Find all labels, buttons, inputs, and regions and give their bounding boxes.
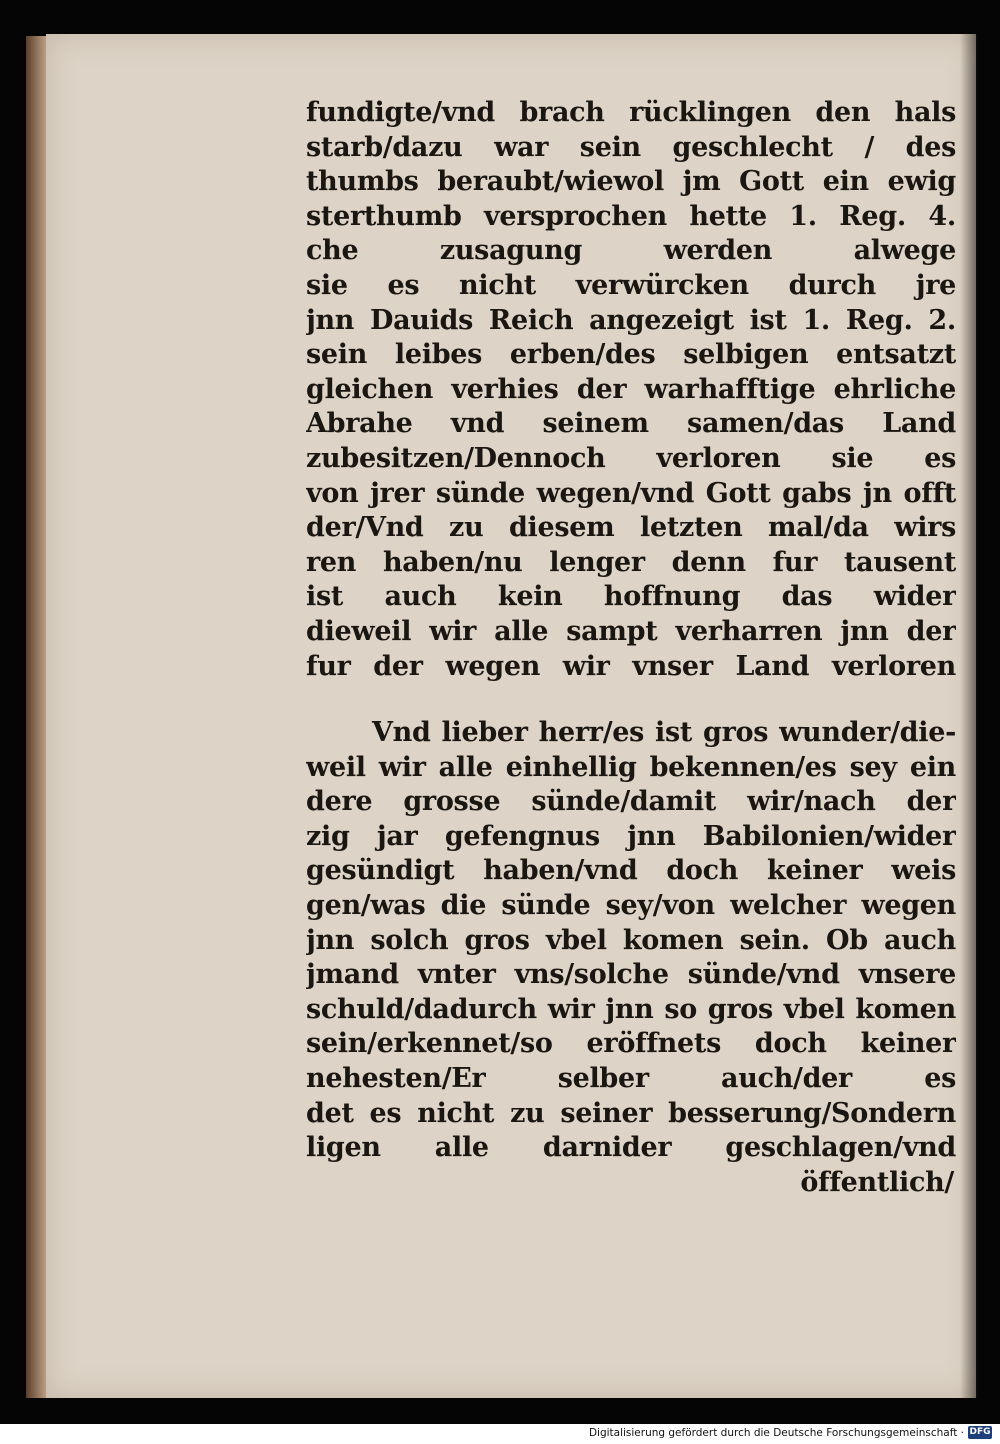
- text-line: ist auch kein hoffnung das wider: [306, 581, 956, 613]
- text-line: Abrahe vnd seinem samen/das Land: [306, 408, 956, 440]
- text-line: jnn solch gros vbel komen sein. Ob auch: [306, 924, 956, 956]
- text-line: fur der wegen wir vnser Land verloren: [306, 650, 956, 682]
- text-line: dere grosse sünde/damit wir/nach der: [306, 786, 956, 818]
- paragraph-gap: [306, 684, 956, 716]
- text-line: Vnd lieber herr/es ist gros wunder/die-: [372, 717, 956, 749]
- paragraph: [306, 96, 956, 684]
- text-line: sie es nicht verwürcken durch jre: [306, 269, 956, 301]
- text-line: thumbs beraubt/wiewol jm Gott ein ewig: [306, 166, 956, 198]
- text-line: zig jar gefengnus jnn Babilonien/wider: [306, 820, 956, 852]
- text-line: sein leibes erben/des selbigen entsatzt: [306, 339, 956, 371]
- text-line: ligen alle darnider geschlagen/vnd: [306, 1132, 956, 1164]
- text-line: det es nicht zu seiner besserung/Sondern: [306, 1097, 956, 1129]
- text-line: che zusagung werden alwege: [306, 235, 956, 267]
- text-line: gleichen verhies der warhafftige ehrliche: [306, 373, 956, 405]
- text-line: jmand vnter vns/solche sünde/vnd vnsere: [306, 959, 956, 991]
- text-line: von jrer sünde wegen/vnd Gott gabs jn offt: [306, 477, 956, 509]
- text-line: nehesten/Er selber auch/der es: [306, 1063, 956, 1095]
- text-line: fundigte/vnd brach rücklingen den hals: [306, 97, 956, 128]
- dfg-logo: DFG: [969, 1427, 991, 1437]
- text-line: zubesitzen/Dennoch verloren sie es: [306, 442, 956, 474]
- text-line: schuld/dadurch wir jnn so gros vbel komen: [306, 993, 956, 1025]
- text-line: dieweil wir alle sampt verharren jnn der: [306, 615, 956, 647]
- page-text: [306, 96, 956, 1200]
- footer-credit: Digitalisierung gefördert durch die Deutsche Forschungsgemeinschaft ·: [588, 1427, 964, 1439]
- paragraph: [306, 716, 956, 1166]
- text-line: gesündigt haben/vnd doch keiner weis: [306, 855, 956, 887]
- text-line: jnn Dauids Reich angezeigt ist 1. Reg. 2.: [306, 304, 956, 336]
- text-line: sterthumb versprochen hette 1. Reg. 4.: [306, 200, 956, 232]
- page-gutter-shadow: [960, 34, 978, 1398]
- text-line: weil wir alle einhellig bekennen/es sey ein: [306, 751, 956, 783]
- text-line: starb/dazu war sein geschlecht / des: [306, 131, 956, 163]
- text-line: der/Vnd zu diesem letzten mal/da wirs: [306, 512, 956, 544]
- text-line: gen/was die sünde sey/von welcher wegen: [306, 890, 956, 922]
- catchword: öffentlich/: [800, 1166, 954, 1198]
- text-line: sein/erkennet/so eröffnets doch keiner: [306, 1028, 956, 1060]
- text-line: ren haben/nu lenger denn fur tausent: [306, 546, 956, 578]
